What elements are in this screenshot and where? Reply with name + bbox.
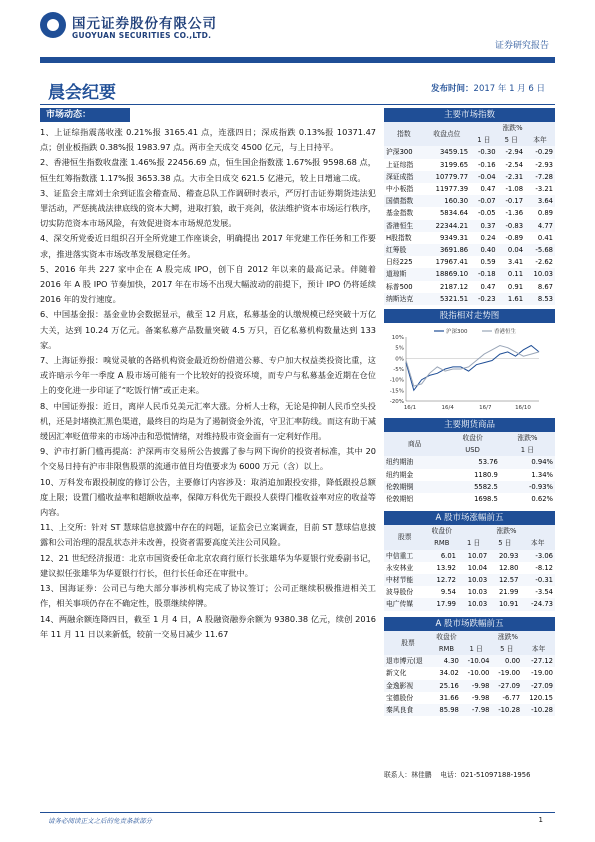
indices-cell-close: 5321.51	[439, 294, 469, 303]
indices-cell-d5: -1.08	[505, 185, 524, 194]
indices-cell-name: 纳斯达克	[386, 294, 414, 303]
gainers-cell-d5: 10.91	[498, 600, 519, 609]
futures-cell-close: 1180.9	[474, 470, 498, 479]
table-row	[384, 183, 555, 195]
losers-header-change: 涨跌%	[497, 632, 518, 641]
indices-cell-ytd: -2.93	[535, 160, 553, 169]
losers-header-close: 收盘价	[436, 632, 457, 641]
futures-cell-name: 伦敦期铜	[386, 482, 414, 491]
table-row	[384, 586, 555, 598]
y-tick-label: -10%	[389, 377, 404, 384]
indices-cell-d5: 0.11	[507, 270, 524, 279]
table-row	[384, 680, 555, 692]
market-news-column	[40, 108, 376, 642]
table-row	[384, 293, 555, 305]
losers-header-d1: 1 日	[469, 644, 483, 653]
indices-cell-close: 160.30	[444, 197, 469, 206]
indices-cell-close: 5834.64	[439, 209, 469, 218]
contact-label: 联系人：	[384, 771, 412, 779]
indices-cell-ytd: 0.41	[537, 233, 553, 242]
losers-cell-close: 4.30	[443, 657, 459, 666]
company-logo-icon	[40, 12, 66, 38]
report-type: 证券研究报告	[494, 41, 549, 51]
losers-cell-d5: -6.77	[502, 693, 521, 702]
indices-table	[384, 122, 555, 305]
losers-box	[384, 617, 555, 716]
gainers-cell-ytd: -8.12	[535, 563, 553, 572]
news-item: 5、2016 年共 227 家中企在 A 股完成 IPO，创下自 2012 年以来的最高记录。伴随着 2016 年 A 股 IPO 节奏加快，2017 年在市场不出现大幅波动的前提下，预计 IPO 仍将延续 2016 年的发行速度。	[40, 263, 376, 305]
gainers-cell-name: 波导股份	[386, 588, 414, 597]
series-line-0	[406, 346, 539, 391]
table-row	[384, 207, 555, 219]
gainers-header-d5: 5 日	[498, 539, 512, 548]
news-item: 11、上交所：针对 ST 慧球信息披露中存在的问题，证监会已立案调查，目前 ST 慧球信息披露和公司治理的混乱状态并未改善，投资者需要高度关注公司风险。	[40, 522, 376, 548]
futures-title: 主要期货商品	[384, 418, 555, 432]
y-tick-label: -5%	[393, 367, 404, 374]
indices-cell-close: 22344.21	[435, 221, 469, 230]
indices-header-d1: 1 日	[477, 136, 491, 145]
table-row	[384, 171, 555, 183]
indices-cell-ytd: 3.64	[537, 197, 553, 206]
futures-header-unit: USD	[465, 446, 480, 455]
indices-cell-d5: -0.89	[505, 233, 524, 242]
publish-date-value: 2017 年 1 月 6 日	[473, 84, 545, 94]
indices-cell-ytd: 4.77	[537, 221, 553, 230]
indices-box	[384, 108, 555, 305]
indices-cell-d1: 0.24	[480, 233, 496, 242]
trend-chart	[384, 323, 555, 415]
x-tick-label: 16/10	[515, 405, 531, 412]
indices-cell-d5: 3.41	[507, 258, 524, 267]
gainers-cell-d5: 20.93	[498, 551, 519, 560]
table-row	[384, 704, 555, 716]
gainers-cell-close: 6.01	[440, 551, 456, 560]
indices-cell-d5: -1.36	[505, 209, 524, 218]
indices-cell-close: 18869.10	[435, 270, 469, 279]
x-tick-label: 16/4	[441, 405, 454, 412]
indices-cell-name: 基金指数	[386, 209, 414, 218]
indices-cell-d1: -0.23	[477, 294, 496, 303]
contact-phone-label: 电话：	[440, 771, 461, 779]
news-item: 14、两融余额连降四日，截至 1 月 4 日，A 股融资融券余额为 9380.38 亿元，续创 2016 年 11 月 11 日以来新低，较前一交易日减少 11.67	[40, 613, 376, 639]
losers-cell-d5: -19.00	[498, 669, 521, 678]
futures-header-name: 商品	[407, 440, 422, 449]
contact-info	[384, 769, 530, 779]
market-data-column	[384, 108, 555, 716]
losers-cell-d5: -10.28	[498, 705, 521, 714]
losers-cell-close: 25.16	[439, 681, 459, 690]
company-name-cn: 国元证券股份有限公司	[72, 16, 217, 32]
gainers-header-unit: RMB	[434, 539, 450, 548]
table-row	[384, 232, 555, 244]
indices-cell-ytd: -0.29	[535, 148, 553, 157]
indices-cell-ytd: -3.21	[535, 185, 553, 194]
indices-cell-name: H股指数	[386, 233, 412, 242]
x-tick-label: 16/1	[403, 405, 417, 412]
indices-cell-name: 红筹股	[386, 246, 407, 255]
gainers-cell-name: 中信重工	[386, 551, 414, 560]
indices-header-name: 指数	[397, 130, 411, 139]
indices-cell-d1: 0.59	[480, 258, 496, 267]
futures-cell-name: 纽约期金	[386, 470, 414, 479]
indices-cell-close: 11977.39	[435, 185, 469, 194]
gainers-cell-d1: 10.03	[467, 576, 488, 585]
table-row	[384, 469, 555, 481]
table-row	[384, 146, 555, 158]
trend-chart-title: 股指相对走势图	[384, 309, 555, 323]
table-row	[384, 598, 555, 610]
report-header	[0, 0, 595, 60]
indices-cell-d5: -2.31	[505, 172, 524, 181]
table-row	[384, 550, 555, 562]
indices-cell-close: 10779.77	[435, 172, 469, 181]
indices-cell-close: 17967.41	[435, 258, 469, 267]
indices-cell-name: 沪深300	[386, 148, 413, 157]
futures-cell-name: 纽约期油	[386, 458, 414, 467]
footer-rule	[40, 812, 555, 813]
gainers-header-ytd: 本年	[530, 539, 545, 548]
indices-cell-ytd: 8.53	[537, 294, 553, 303]
indices-header-change: 涨跌%	[502, 124, 523, 132]
news-item: 10、万科发布跟投制度的修订公告，主要修订内容涉及：取消追加跟投安排，降低跟投总额度上限；设置门槛收益率和超额收益率，保障万科优先于跟投人获得门槛收益率对应的收益等内容。	[40, 476, 376, 518]
indices-cell-d5: 1.61	[507, 294, 524, 303]
table-row	[384, 574, 555, 586]
gainers-cell-d1: 10.03	[467, 600, 488, 609]
losers-cell-ytd: -27.09	[531, 681, 553, 690]
disclaimer-note: 请务必阅读正文之后的免责条款部分	[48, 817, 152, 825]
futures-cell-d1: 0.94%	[531, 458, 553, 467]
news-item: 4、深交所党委近日组织召开全所党建工作座谈会，明确提出 2017 年党建工作任务和工作要求，推进落实资本市场改革发展稳定任务。	[40, 233, 376, 259]
table-row	[384, 493, 555, 505]
gainers-cell-ytd: -0.31	[535, 576, 553, 585]
gainers-title: A 股市场涨幅前五	[384, 511, 555, 525]
futures-cell-close: 1698.5	[474, 495, 498, 504]
futures-header-d1: 1 日	[520, 446, 535, 455]
page-number: 1	[538, 816, 543, 824]
losers-header-name: 股票	[401, 638, 415, 647]
table-row	[384, 159, 555, 171]
gainers-cell-d1: 10.07	[467, 551, 488, 560]
indices-cell-name: 深证成指	[386, 172, 414, 181]
indices-cell-name: 香港恒生	[386, 221, 414, 230]
losers-cell-name: 宝德股份	[386, 693, 414, 702]
table-row	[384, 256, 555, 268]
indices-cell-close: 9349.31	[439, 233, 469, 242]
market-news-heading: 市场动态：	[40, 108, 130, 122]
gainers-cell-d5: 12.80	[498, 563, 519, 572]
company-name-en: GUOYUAN SECURITIES CO.,LTD.	[72, 31, 212, 40]
table-row	[384, 268, 555, 280]
indices-title: 主要市场指数	[384, 108, 555, 122]
indices-cell-d1: 0.47	[480, 282, 496, 291]
news-item: 7、上海证券报：嗅觉灵敏的各路机构资金最近纷纷借道公募、专户加大权益类投资比重，这或许暗示今年一季度 A 股市场可能有一个比较好的投资环境，而专户与私募基金近期在仓位上的变化进一步印证了“吃饭行情”或正走来。	[40, 355, 376, 396]
gainers-cell-ytd: -24.73	[531, 600, 553, 609]
trend-chart-area	[384, 323, 555, 415]
losers-cell-d1: -10.00	[467, 669, 490, 678]
indices-cell-ytd: -7.28	[535, 172, 553, 181]
gainers-header-change: 涨跌%	[496, 527, 517, 536]
table-row	[384, 562, 555, 574]
table-row	[384, 667, 555, 679]
indices-cell-close: 3459.15	[439, 148, 469, 157]
table-row	[384, 220, 555, 232]
y-tick-label: 5%	[395, 345, 404, 352]
gainers-cell-d1: 10.03	[467, 588, 488, 597]
trend-chart-box	[384, 309, 555, 415]
indices-cell-name: 中小板指	[386, 185, 414, 194]
indices-cell-name: 道琼斯	[386, 270, 407, 279]
indices-cell-ytd: 8.67	[537, 282, 553, 291]
losers-title: A 股市场跌幅前五	[384, 617, 555, 631]
indices-cell-d1: -0.05	[477, 209, 496, 218]
gainers-cell-name: 电广传媒	[386, 600, 414, 609]
table-row	[384, 195, 555, 207]
header-rule	[40, 57, 555, 63]
losers-cell-name: 秦风良食	[386, 705, 414, 714]
contact-phone: 021-51097188-1956	[460, 771, 531, 779]
gainers-cell-name: 中材节能	[386, 576, 414, 585]
news-item: 8、中国证券报：近日，离岸人民币兑美元汇率大涨。分析人士称，无论是抑制人民币空头投机，还是封堵换汇黑色渠道，最终目的均是为了遏制资金外流，守卫汇率防线。而这有助于减缓因汇率贬值带来的市场冲击和恐慌情绪，对维持股市资金面有一定利好作用。	[40, 400, 376, 442]
indices-cell-d5: -2.54	[505, 160, 524, 169]
indices-cell-close: 3199.65	[439, 160, 469, 169]
losers-cell-d5: 0.00	[504, 657, 521, 666]
indices-cell-d1: -0.18	[477, 270, 496, 279]
legend-label-1: 香港恒生	[494, 329, 517, 336]
indices-cell-d1: -0.07	[477, 197, 496, 206]
futures-cell-d1: 0.62%	[531, 495, 553, 504]
indices-cell-d1: 0.37	[480, 221, 496, 230]
table-row	[384, 281, 555, 293]
losers-cell-close: 85.98	[439, 705, 459, 714]
contact-name: 林佳鹏	[411, 771, 432, 779]
indices-cell-ytd: 0.89	[537, 209, 553, 218]
indices-header-ytd: 本年	[533, 136, 547, 145]
losers-cell-ytd: -19.00	[531, 669, 553, 678]
table-row	[384, 244, 555, 256]
indices-cell-d1: -0.30	[477, 148, 496, 157]
losers-header-unit: RMB	[438, 644, 455, 653]
gainers-table	[384, 525, 555, 610]
losers-cell-close: 31.66	[439, 693, 459, 702]
news-item: 3、证监会主席刘士余到证监会稽查局、稽查总队工作调研时表示，严厉打击证券期货违法犯罪活动，严惩挑战法律底线的资本大鳄，进取打狼，敢于亮剑，依法维护资本市场运行秩序，切实防范资本市场风险，有效促进资本市场规范发展。	[40, 187, 376, 229]
y-tick-label: 0%	[395, 356, 404, 363]
x-tick-label: 16/7	[479, 405, 492, 412]
losers-cell-ytd: 120.15	[529, 693, 553, 702]
gainers-cell-name: 永安林业	[386, 563, 414, 572]
futures-header-change: 涨跌%	[517, 434, 538, 443]
gainers-cell-d5: 12.57	[498, 576, 519, 585]
losers-cell-name: 退市博元(退	[386, 657, 423, 666]
indices-cell-name: 国债指数	[386, 197, 414, 206]
losers-cell-name: 新文化	[386, 669, 407, 678]
page-title: 晨会纪要	[48, 83, 116, 103]
gainers-header-d1: 1 日	[466, 539, 481, 548]
news-item: 9、沪市打新门槛再提高：沪深两市交易所公告披露了参与网下询价的投资者标准，其中 20 个交易日持有沪市非限售股票的流通市值目均值要求为 6000 万元（含）以上。	[40, 446, 376, 472]
losers-header-d5: 5 日	[500, 644, 514, 653]
y-tick-label: 10%	[391, 335, 404, 342]
title-rule	[40, 104, 555, 105]
news-item: 6、中国基金报：基金业协会数据显示，截至 12 月底，私募基金的认缴规模已经突破十万亿大关，达到 10.24 万亿元。备案私募产品数量突破 4.5 万只，百亿私募机构数量达到 133 家。	[40, 309, 376, 350]
news-item: 12、21 世纪经济报道：北京市国资委任命北京农商行原行长张雄华为华夏银行党委副书记，建议拟任张雄华为华夏银行行长，但行长任命还在审批中。	[40, 552, 376, 578]
losers-cell-d1: -10.04	[467, 657, 490, 666]
indices-cell-d5: 0.04	[507, 246, 524, 255]
gainers-cell-ytd: -3.06	[535, 551, 553, 560]
losers-cell-ytd: -10.28	[531, 705, 553, 714]
indices-cell-d1: -0.04	[477, 172, 496, 181]
indices-cell-d5: 0.91	[507, 282, 524, 291]
losers-cell-ytd: -27.12	[531, 657, 553, 666]
indices-cell-close: 2187.12	[439, 282, 469, 291]
gainers-box	[384, 511, 555, 610]
news-item: 13、国海证券：公司已与绝大部分事涉机构完成了协议签订；公司正继续积极推进相关工作，相关事项仍存在不确定性，股票继续停牌。	[40, 583, 376, 609]
losers-cell-d1: -7.98	[471, 705, 490, 714]
series-line-1	[406, 346, 539, 387]
gainers-header-name: 股票	[397, 533, 412, 542]
gainers-cell-ytd: -3.54	[535, 588, 553, 597]
gainers-cell-close: 9.54	[440, 588, 456, 597]
gainers-header-close: 收盘价	[431, 527, 452, 536]
indices-cell-d5: -2.94	[505, 148, 524, 157]
market-news-list	[40, 125, 376, 642]
indices-cell-d5: -0.83	[505, 221, 524, 230]
futures-header-close: 收盘价	[462, 434, 483, 443]
publish-date-label: 发布时间：	[431, 84, 474, 94]
indices-cell-ytd: -5.68	[535, 246, 553, 255]
gainers-cell-close: 12.72	[436, 576, 456, 585]
futures-cell-d1: -0.93%	[528, 482, 553, 491]
gainers-cell-d1: 10.04	[467, 563, 488, 572]
gainers-cell-close: 13.92	[436, 563, 456, 572]
indices-cell-d5: -0.17	[505, 197, 524, 206]
futures-table	[384, 432, 555, 505]
table-row	[384, 481, 555, 493]
gainers-cell-close: 17.99	[436, 600, 456, 609]
losers-cell-d1: -9.98	[471, 693, 490, 702]
losers-cell-name: 金逸影视	[386, 681, 414, 690]
indices-header-d5: 5 日	[504, 136, 518, 145]
indices-cell-name: 标普500	[386, 282, 413, 291]
y-tick-label: -20%	[389, 399, 404, 406]
losers-cell-d5: -27.09	[498, 681, 521, 690]
losers-table	[384, 631, 555, 716]
table-row	[384, 655, 555, 667]
indices-cell-ytd: 10.03	[533, 270, 553, 279]
losers-cell-close: 34.02	[439, 669, 459, 678]
indices-header-close: 收盘点位	[433, 130, 461, 139]
indices-cell-d1: 0.47	[480, 185, 496, 194]
publish-date	[431, 82, 545, 94]
y-tick-label: -15%	[389, 388, 404, 395]
futures-box	[384, 418, 555, 505]
table-row	[384, 456, 555, 468]
futures-cell-close: 53.76	[478, 458, 498, 467]
indices-cell-close: 3691.86	[439, 246, 469, 255]
losers-cell-d1: -9.98	[471, 681, 490, 690]
indices-cell-name: 上证综指	[386, 160, 414, 169]
legend-label-0: 沪深300	[446, 329, 468, 336]
indices-cell-name: 日经225	[386, 258, 413, 267]
futures-cell-name: 伦敦期铝	[386, 495, 414, 504]
news-item: 1、上证综指震荡收涨 0.21%报 3165.41 点，连涨四日；深成指跌 0.13%报 10371.47 点；创业板指跌 0.38%报 1983.97 点。两市全天成交 4500 亿元，与上日持平。	[40, 127, 376, 153]
indices-cell-d1: -0.16	[477, 160, 496, 169]
futures-cell-close: 5582.5	[474, 482, 498, 491]
indices-cell-ytd: -2.62	[535, 258, 553, 267]
futures-cell-d1: 1.34%	[531, 470, 553, 479]
news-item: 2、香港恒生指数收盘涨 1.46%报 22456.69 点，恒生国企指数涨 1.67%报 9598.68 点，恒生红筹指数涨 1.17%报 3653.38 点。大市全日成交 621.5 亿港元，较上日增逾二成。	[40, 157, 376, 183]
losers-header-ytd: 本年	[531, 644, 546, 653]
table-row	[384, 692, 555, 704]
indices-cell-d1: 0.40	[480, 246, 496, 255]
gainers-cell-d5: 21.99	[498, 588, 519, 597]
